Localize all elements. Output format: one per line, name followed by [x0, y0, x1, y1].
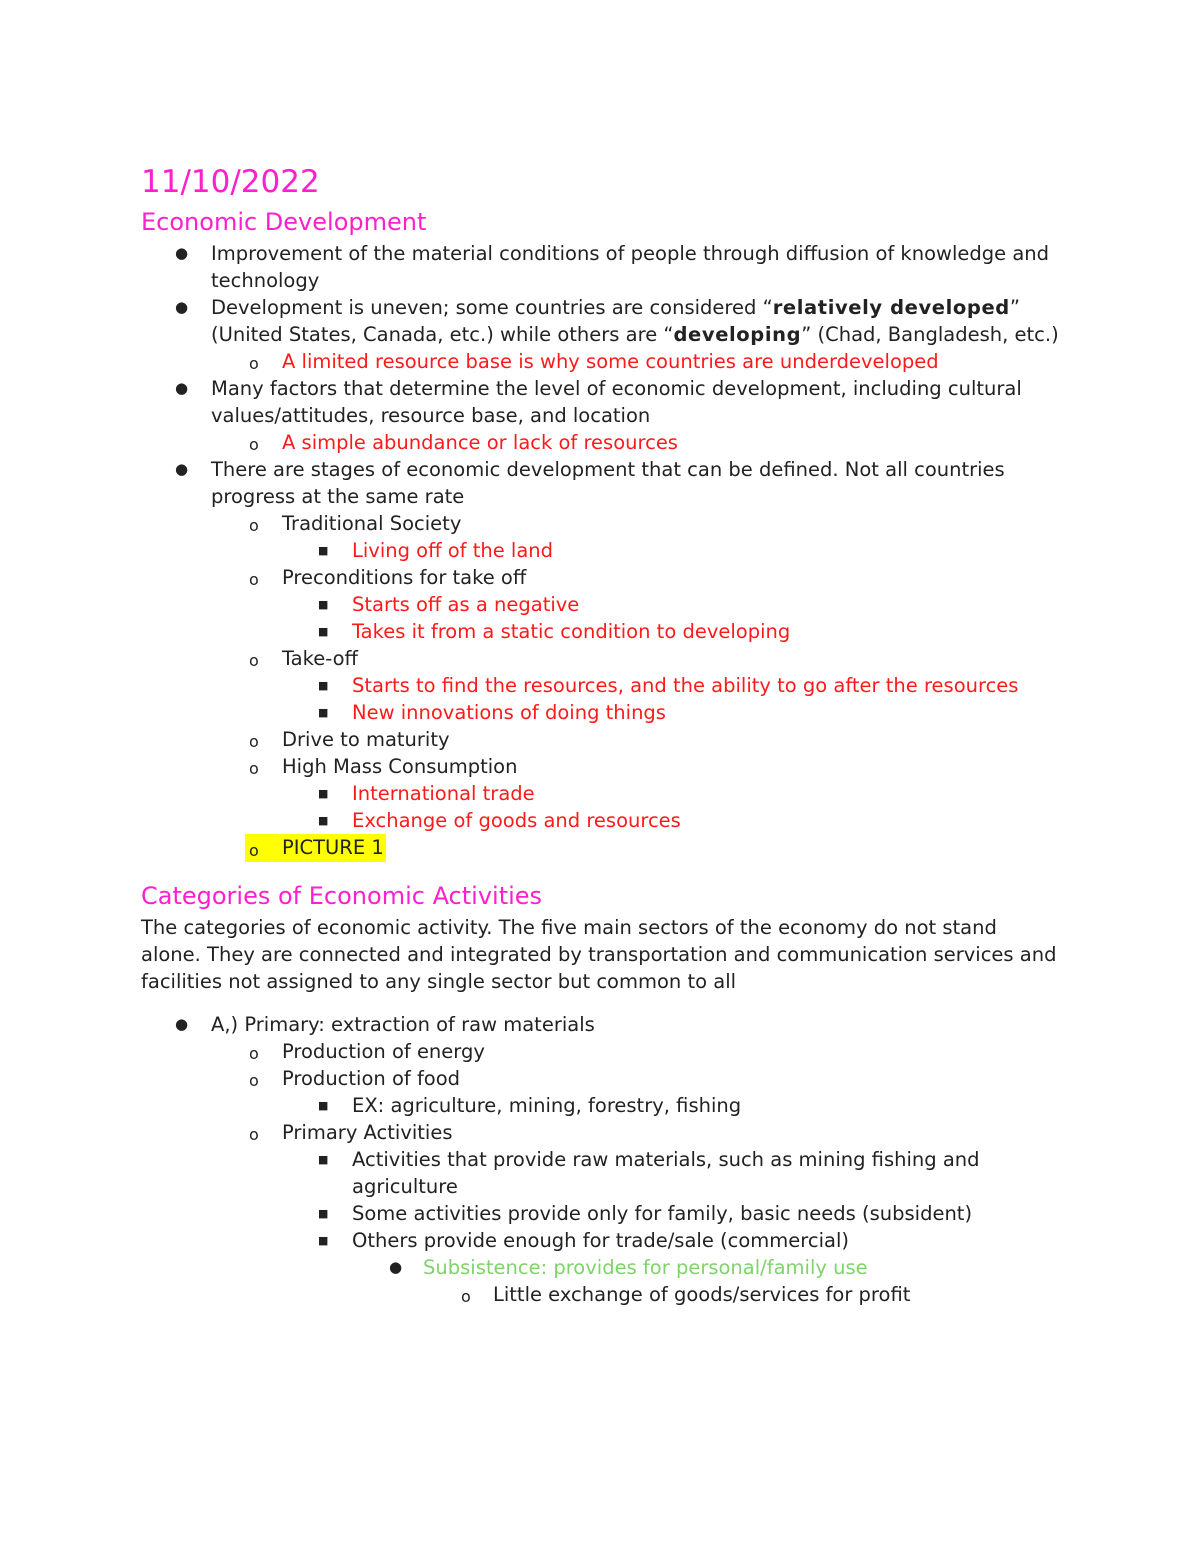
bullet-disc-icon: ●	[175, 1015, 189, 1033]
list-item-text: Takes it from a static condition to developing	[352, 620, 791, 643]
list-item-text: Living off of the land	[352, 539, 554, 562]
heading-economic-development: Economic Development	[141, 208, 427, 236]
bullet-circle-icon: o	[249, 651, 259, 670]
list-item-text: A,) Primary: extraction of raw materials	[211, 1013, 595, 1036]
list-item	[141, 564, 1071, 591]
bullet-circle-icon: o	[249, 759, 259, 778]
list-item-highlighted	[141, 834, 1071, 862]
list-item-text: Take-off	[282, 647, 358, 670]
list-item	[141, 726, 1071, 753]
bullet-disc-icon: ●	[175, 379, 189, 397]
list-item-text	[211, 294, 1071, 348]
list-item	[141, 375, 1071, 429]
bullet-square-icon: ■	[318, 1234, 329, 1247]
bullet-square-icon: ■	[318, 706, 329, 719]
list-item-text: Activities that provide raw materials, such as mining fishing and agriculture	[352, 1148, 980, 1198]
list-item-text: High Mass Consumption	[282, 755, 518, 778]
bullet-disc-icon: ●	[175, 298, 189, 316]
list-item	[141, 1281, 1071, 1308]
list-item-text: Production of food	[282, 1067, 461, 1090]
list-item	[141, 618, 1071, 645]
list-item-text: New innovations of doing things	[352, 701, 666, 724]
bullet-disc-icon: ●	[175, 244, 189, 262]
list-item-text: PICTURE 1	[282, 836, 384, 859]
bullet-circle-icon: o	[249, 570, 259, 589]
list-item-text: Primary Activities	[282, 1121, 453, 1144]
bullet-square-icon: ■	[318, 1153, 329, 1166]
page-date: 11/10/2022	[141, 164, 320, 200]
text-run: ” (United States, Canada, etc.) while others are “	[211, 296, 1020, 346]
list-item-text: A simple abundance or lack of resources	[282, 431, 678, 454]
paragraph-spacer	[141, 995, 1071, 1011]
list-item-text: Preconditions for take off	[282, 566, 527, 589]
list-item-text: Starts to find the resources, and the ability to go after the resources	[352, 674, 1019, 697]
bullet-square-icon: ■	[318, 787, 329, 800]
list-item	[141, 429, 1071, 456]
document-body	[141, 160, 1071, 1308]
list-item	[141, 294, 1071, 348]
list-item	[141, 645, 1071, 672]
list-item	[141, 1065, 1071, 1092]
list-item	[141, 1092, 1071, 1119]
list-item	[141, 240, 1071, 294]
list-item	[141, 1119, 1071, 1146]
list-item	[141, 1227, 1071, 1254]
bullet-square-icon: ■	[318, 625, 329, 638]
bullet-disc-icon: ●	[389, 1258, 403, 1276]
list-item	[141, 591, 1071, 618]
bullet-square-icon: ■	[318, 814, 329, 827]
list-item-text: Subsistence: provides for personal/family use	[423, 1256, 868, 1279]
list-item	[141, 699, 1071, 726]
bullet-square-icon: ■	[318, 544, 329, 557]
bullet-square-icon: ■	[318, 598, 329, 611]
bold-term: developing	[673, 323, 802, 346]
list-item	[141, 510, 1071, 537]
highlight-mark	[245, 834, 386, 862]
bullet-circle-icon: o	[249, 1125, 259, 1144]
list-item-text: International trade	[352, 782, 535, 805]
list-item-text: Some activities provide only for family, basic needs (subsident)	[352, 1202, 973, 1225]
bullet-circle-icon: o	[461, 1287, 471, 1306]
list-item	[141, 456, 1071, 510]
bullet-square-icon: ■	[318, 1207, 329, 1220]
list-item-text: There are stages of economic development that can be defined. Not all countries progress at the same rate	[211, 458, 1005, 508]
list-item-text: Little exchange of goods/services for profit	[493, 1283, 911, 1306]
bullet-circle-icon: o	[249, 732, 259, 751]
bullet-square-icon: ■	[318, 1099, 329, 1112]
bullet-disc-icon: ●	[175, 460, 189, 478]
list-item	[141, 1146, 1071, 1200]
list-item-text: A limited resource base is why some countries are underdeveloped	[282, 350, 939, 373]
bullet-circle-icon: o	[249, 1071, 259, 1090]
list-item-text: Traditional Society	[282, 512, 462, 535]
list-item	[141, 807, 1071, 834]
list-item-text: Production of energy	[282, 1040, 485, 1063]
bullet-circle-icon: o	[249, 354, 259, 373]
bullet-circle-icon: o	[249, 516, 259, 535]
list-item-text: Improvement of the material conditions of people through diffusion of knowledge and technology	[211, 242, 1050, 292]
bullet-circle-icon: o	[249, 435, 259, 454]
list-item	[141, 780, 1071, 807]
list-item	[141, 1254, 1071, 1281]
list-item-text: Starts off as a negative	[352, 593, 580, 616]
bullet-square-icon: ■	[318, 679, 329, 692]
list-item-text: Others provide enough for trade/sale (commercial)	[352, 1229, 849, 1252]
heading-categories: Categories of Economic Activities	[141, 882, 543, 910]
bullet-circle-icon: o	[249, 841, 259, 860]
list-item-text: Drive to maturity	[282, 728, 450, 751]
list-item	[141, 1038, 1071, 1065]
list-item-text: EX: agriculture, mining, forestry, fishing	[352, 1094, 742, 1117]
bold-term: relatively developed	[772, 296, 1010, 319]
list-item-text: Many factors that determine the level of economic development, including cultural values/attitudes, resource base, and location	[211, 377, 1022, 427]
list-item	[141, 537, 1071, 564]
list-item	[141, 672, 1071, 699]
intro-paragraph: The categories of economic activity. The five main sectors of the economy do not stand alone. They are connected and integrated by transportation and communication services and facilities not assigned to any single sector but common to all	[141, 916, 1057, 993]
list-item	[141, 1200, 1071, 1227]
list-item	[141, 348, 1071, 375]
list-item	[141, 1011, 1071, 1038]
text-run: ” (Chad, Bangladesh, etc.)	[801, 323, 1059, 346]
list-item	[141, 753, 1071, 780]
text-run: Development is uneven; some countries are considered “	[211, 296, 773, 319]
list-item-text: Exchange of goods and resources	[352, 809, 681, 832]
bullet-circle-icon: o	[249, 1044, 259, 1063]
